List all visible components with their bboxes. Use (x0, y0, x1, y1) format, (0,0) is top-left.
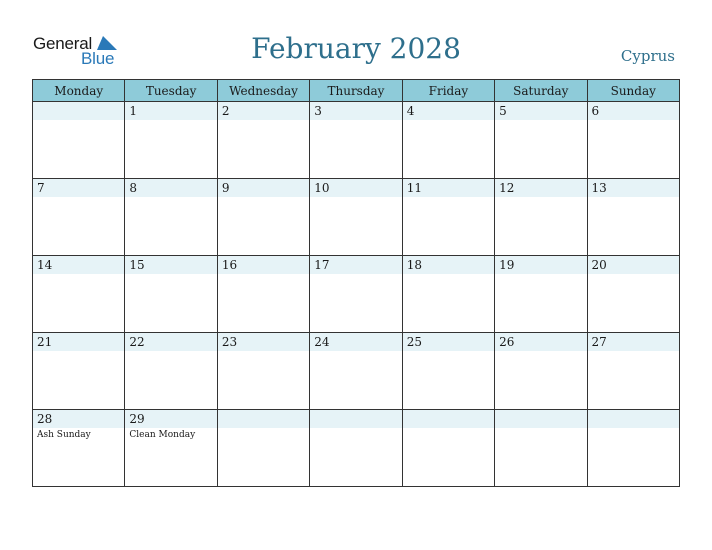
day-cell-band (588, 333, 679, 351)
week-row (33, 410, 680, 487)
day-cell-band (125, 179, 216, 197)
holiday-label: Clean Monday (129, 430, 196, 440)
day-number: 2 (221, 104, 230, 118)
day-cell-band (33, 256, 124, 274)
day-cell (402, 179, 494, 256)
weekday-header: Saturday (495, 80, 587, 102)
day-number: 25 (406, 335, 422, 349)
day-number: 6 (591, 104, 600, 118)
day-cell (495, 179, 587, 256)
day-cell-band (495, 256, 586, 274)
day-number: 14 (37, 258, 53, 272)
day-number: 4 (406, 104, 415, 118)
day-number: 27 (591, 335, 607, 349)
day-cell (495, 256, 587, 333)
day-cell-band (403, 179, 494, 197)
day-cell-band (218, 256, 309, 274)
day-cell-band (495, 410, 586, 428)
day-number: 23 (221, 335, 238, 349)
day-number: 21 (37, 335, 53, 349)
day-cell-band (495, 333, 586, 351)
day-cell-band (495, 179, 586, 197)
day-number: 22 (129, 335, 145, 349)
day-cell (587, 256, 679, 333)
country-label: Cyprus (620, 47, 675, 65)
day-cell (402, 410, 494, 487)
calendar-title: February 2028 (251, 32, 461, 65)
day-cell-band (125, 333, 216, 351)
day-cell (587, 179, 679, 256)
day-cell (217, 256, 309, 333)
logo-word-general: General (33, 34, 93, 53)
day-number: 19 (499, 258, 515, 272)
day-cell (125, 410, 217, 487)
day-number: 8 (129, 181, 138, 195)
day-number: 10 (314, 181, 330, 195)
day-number: 11 (406, 181, 422, 195)
day-number: 18 (406, 258, 422, 272)
day-number: 16 (221, 258, 238, 272)
logo-word-blue: Blue (81, 49, 115, 68)
weekday-header: Monday (33, 80, 125, 102)
day-cell (125, 102, 217, 179)
week-row (33, 256, 680, 333)
week-row (33, 102, 680, 179)
day-cell (587, 333, 679, 410)
day-cell (217, 102, 309, 179)
day-cell (125, 179, 217, 256)
week-row (33, 179, 680, 256)
day-cell (402, 333, 494, 410)
week-row (33, 333, 680, 410)
weekday-header: Sunday (587, 80, 679, 102)
day-number: 9 (221, 181, 230, 195)
weekday-header: Friday (402, 80, 494, 102)
day-number: 20 (591, 258, 607, 272)
day-cell (310, 179, 402, 256)
day-cell (310, 102, 402, 179)
holiday-label: Ash Sunday (37, 430, 91, 440)
day-cell (33, 102, 125, 179)
day-number: 12 (499, 181, 515, 195)
day-number: 28 (37, 412, 53, 426)
day-cell-band (218, 333, 309, 351)
day-number: 15 (129, 258, 145, 272)
day-cell-band (310, 102, 401, 120)
day-number: 26 (499, 335, 515, 349)
day-cell (33, 179, 125, 256)
day-cell-band (33, 179, 124, 197)
day-cell (217, 410, 309, 487)
day-cell-band (588, 179, 679, 197)
day-cell-band (33, 410, 124, 428)
weekday-header: Thursday (310, 80, 402, 102)
day-cell (310, 410, 402, 487)
day-cell (310, 256, 402, 333)
day-number: 5 (499, 104, 507, 118)
day-cell-band (218, 102, 309, 120)
day-cell (495, 410, 587, 487)
day-cell-band (588, 410, 679, 428)
day-number: 3 (314, 104, 322, 118)
day-cell (217, 179, 309, 256)
day-cell-band (125, 410, 216, 428)
day-cell-band (310, 179, 401, 197)
day-cell-band (218, 179, 309, 197)
day-number: 24 (314, 335, 330, 349)
day-cell-band (218, 410, 309, 428)
day-number: 1 (129, 104, 138, 118)
calendar-grid (32, 79, 680, 487)
day-cell-band (33, 102, 124, 120)
day-number: 13 (591, 181, 607, 195)
day-number: 7 (37, 181, 45, 195)
day-cell (495, 333, 587, 410)
day-cell-band (588, 256, 679, 274)
day-cell (587, 102, 679, 179)
day-cell (402, 102, 494, 179)
day-cell (310, 333, 402, 410)
weekday-header-row (33, 80, 680, 102)
day-cell-band (403, 256, 494, 274)
day-cell (125, 256, 217, 333)
day-cell (217, 333, 309, 410)
weekday-header: Tuesday (125, 80, 217, 102)
day-cell (402, 256, 494, 333)
day-cell (33, 256, 125, 333)
day-cell-band (588, 102, 679, 120)
day-cell (495, 102, 587, 179)
weekday-header: Wednesday (217, 80, 309, 102)
day-number: 17 (314, 258, 330, 272)
day-cell-band (125, 102, 216, 120)
day-cell (125, 333, 217, 410)
day-cell-band (403, 410, 494, 428)
day-cell-band (33, 333, 124, 351)
day-cell-band (310, 410, 401, 428)
day-cell (33, 410, 125, 487)
day-cell (587, 410, 679, 487)
day-cell-band (310, 256, 401, 274)
day-cell-band (495, 102, 586, 120)
day-cell-band (403, 333, 494, 351)
day-cell-band (310, 333, 401, 351)
day-cell-band (125, 256, 216, 274)
day-number: 29 (129, 412, 145, 426)
day-cell-band (403, 102, 494, 120)
day-cell (33, 333, 125, 410)
